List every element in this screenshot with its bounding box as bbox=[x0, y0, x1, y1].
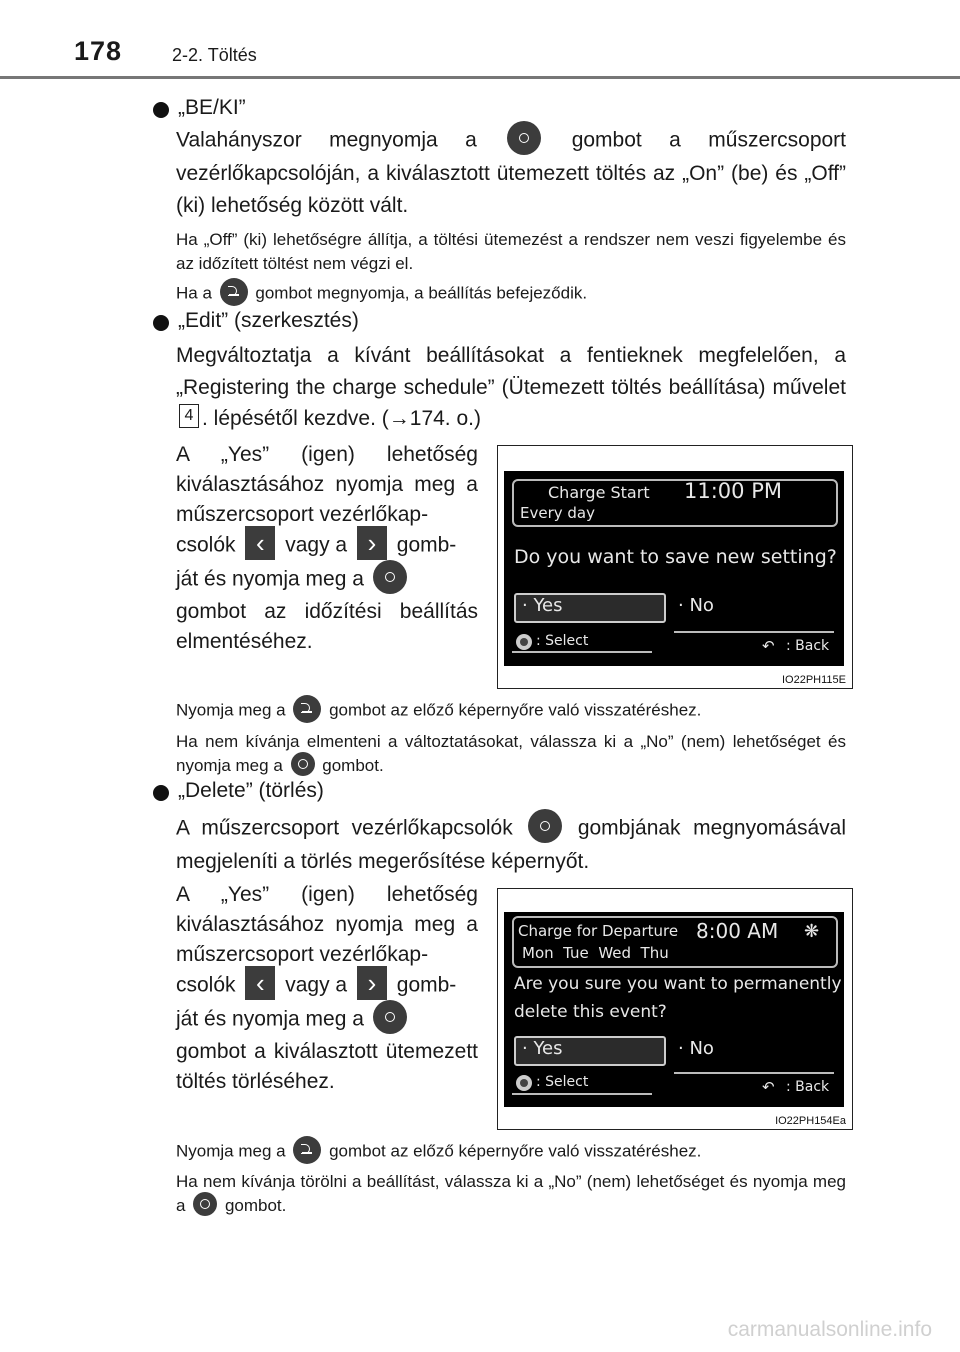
back-button-icon bbox=[220, 278, 248, 306]
back-return-icon: ↶ bbox=[762, 1078, 775, 1096]
fan-icon: ❋ bbox=[804, 921, 820, 942]
select-hint: : Select bbox=[536, 633, 589, 649]
note-no-edit: Ha nem kívánja elmenteni a változtatásokat, válassza ki a „No” (nem) lehetőséget és nyomja meg a gombot. bbox=[176, 732, 846, 775]
figure-caption: IO22PH154Ea bbox=[775, 1115, 846, 1127]
heading-delete: „Delete” (törlés) bbox=[178, 779, 324, 802]
select-hint: : Select bbox=[536, 1074, 589, 1090]
no-option[interactable]: · No bbox=[678, 1038, 714, 1059]
ok-button-icon bbox=[373, 1000, 407, 1034]
note-no-delete: Ha nem kívánja törölni a beállítást, válassza ki a „No” (nem) lehetőséget és nyomja meg a gombot. bbox=[176, 1172, 846, 1215]
back-hint: : Back bbox=[786, 638, 830, 654]
yes-option-label: · Yes bbox=[522, 595, 563, 616]
left-arrow-button-icon: ‹ bbox=[245, 966, 275, 1000]
display-screen-delete bbox=[504, 912, 844, 1107]
page-number: 178 bbox=[74, 36, 123, 66]
note-back-delete: Nyomja meg a gombot az előző képernyőre való visszatéréshez. bbox=[176, 1138, 846, 1166]
note-off: Ha „Off” (ki) lehetőségre állítja, a töltési ütemezést a rendszer nem veszi figyelembe és az időzített töltést nem végzi el. bbox=[176, 230, 846, 273]
schedule-days: Every day bbox=[520, 504, 595, 522]
heading-be-ki: „BE/KI” bbox=[178, 96, 246, 119]
schedule-time: 11:00 PM bbox=[684, 479, 782, 503]
paragraph-be-ki: Valahányszor megnyomja a gombot a műszercsoport vezérlőkapcsolóján, a kiválasztott ütemezett töltés az „On” (be) és „Off” (ki) lehetőség között vált. bbox=[176, 124, 846, 221]
figure-caption: IO22PH115E bbox=[781, 674, 846, 686]
back-button-icon bbox=[293, 1136, 321, 1164]
back-return-icon: ↶ bbox=[762, 637, 775, 655]
right-arrow-button-icon: › bbox=[357, 526, 387, 560]
save-question: Do you want to save new setting? bbox=[514, 546, 837, 568]
side-text-delete: A „Yes” (igen) lehetőség kiválasztásához nyomja meg a műszercsoport vezérlőkap- csolók ‹ vagy a › gomb- ját és nyomja meg a gombot a kiválasztott ütemezett töltés törléséhez. bbox=[176, 883, 478, 1094]
bullet-icon bbox=[153, 785, 169, 801]
header-rule bbox=[0, 76, 960, 79]
watermark: carmanualsonline.info bbox=[727, 1318, 932, 1341]
select-ok-icon bbox=[516, 1075, 532, 1091]
note-back-edit: Nyomja meg a gombot az előző képernyőre való visszatéréshez. bbox=[176, 697, 846, 725]
schedule-title: Charge Start bbox=[548, 483, 650, 502]
bullet-icon bbox=[153, 315, 169, 331]
screen-figure-save bbox=[497, 445, 853, 689]
ok-button-icon bbox=[291, 752, 315, 776]
footer-line bbox=[512, 651, 652, 653]
paragraph-edit: Megváltoztatja a kívánt beállításokat a fentieknek megfelelően, a „Registering the charge schedule” (Ütemezett töltés beállítása) művelet 4 . lépésétől kezdve. (→174. o.) bbox=[176, 344, 846, 430]
note-back: Ha a gombot megnyomja, a beállítás befejeződik. bbox=[176, 280, 846, 308]
schedule-time: 8:00 AM bbox=[696, 919, 779, 943]
delete-question-line2: delete this event? bbox=[514, 1002, 667, 1022]
schedule-title: Charge for Departure bbox=[518, 922, 679, 940]
select-ok-icon bbox=[516, 634, 532, 650]
side-text-edit: A „Yes” (igen) lehetőség kiválasztásához nyomja meg a műszercsoport vezérlőkap- csolók ‹ vagy a › gomb- ját és nyomja meg a gombot az időzítési beállítás elmentéséhez. bbox=[176, 443, 478, 654]
display-screen-save bbox=[504, 471, 844, 666]
left-arrow-button-icon: ‹ bbox=[245, 526, 275, 560]
footer-line bbox=[512, 1093, 652, 1095]
footer-line bbox=[674, 1072, 834, 1074]
footer-line bbox=[674, 631, 834, 633]
right-arrow-button-icon: › bbox=[357, 966, 387, 1000]
step-number-box: 4 bbox=[179, 404, 199, 428]
delete-question-line1: Are you sure you want to permanently bbox=[514, 974, 842, 994]
ok-button-icon bbox=[193, 1192, 217, 1216]
paragraph-delete: A műszercsoport vezérlőkapcsolók gombjának megnyomásával megjeleníti a törlés megerősítése képernyőt. bbox=[176, 812, 846, 878]
heading-edit: „Edit” (szerkesztés) bbox=[178, 309, 359, 332]
no-option[interactable]: · No bbox=[678, 595, 714, 616]
ok-button-icon bbox=[507, 121, 541, 155]
yes-option-label: · Yes bbox=[522, 1038, 563, 1059]
back-hint: : Back bbox=[786, 1079, 830, 1095]
section-title: 2-2. Töltés bbox=[172, 45, 257, 65]
ok-button-icon bbox=[373, 560, 407, 594]
schedule-days: Mon Tue Wed Thu bbox=[522, 944, 669, 962]
bullet-icon bbox=[153, 102, 169, 118]
back-button-icon bbox=[293, 695, 321, 723]
screen-figure-delete bbox=[497, 888, 853, 1130]
ok-button-icon bbox=[528, 809, 562, 843]
